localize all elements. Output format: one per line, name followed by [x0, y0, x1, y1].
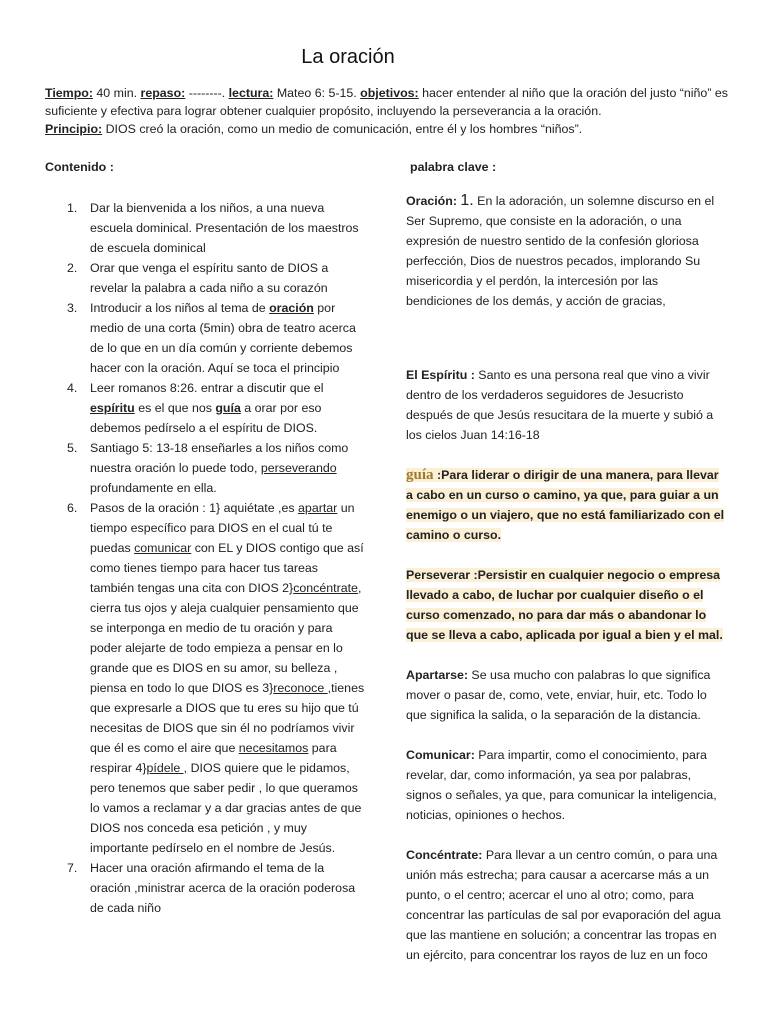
entry-number: 1. — [460, 192, 474, 209]
list-item — [45, 378, 365, 438]
list-item — [45, 298, 365, 378]
keyword-perseverando: perseverando — [260, 461, 337, 475]
item-text: para respirar 4} — [90, 741, 337, 775]
item-text: un tiempo específico para DIOS en el cual tú te puedas — [90, 501, 355, 555]
objetivos-label: objetivos: — [360, 86, 419, 100]
item-number: 5. — [67, 441, 78, 455]
entry-term: Oración: — [406, 194, 461, 208]
tiempo-value: 40 min. — [92, 86, 141, 100]
keyword-oracion: oración — [269, 301, 314, 315]
spacer — [406, 331, 726, 365]
item-number: 4. — [67, 381, 78, 395]
item-number: 6. — [67, 501, 78, 515]
entry-oracion — [406, 191, 726, 311]
entry-term: guía — [406, 467, 434, 483]
entry-apartarse — [406, 665, 726, 725]
entry-text: En la adoración, un solemne discurso en el Ser Supremo, que consiste en la adoración, o una expresión de nuestro sentido de la confesión gloriosa perfección, Dios de nuestros pecados, implorando Su misericordia y el perdón, la intercesión por las bendiciones de los demás, y acción de gracias, — [406, 194, 715, 308]
entry-concentrate — [406, 845, 726, 965]
principio-label: Principio: — [45, 122, 103, 136]
keyword-apartar: apartar — [298, 501, 338, 515]
item-text: Pasos de la oración : 1} aquiétate ,es — [90, 501, 299, 515]
keyword-reconoce: reconoce — [273, 681, 328, 695]
item-text: con EL y DIOS contigo que así como tienes tiempo para hacer tus tareas también tengas una cita con DIOS 2} — [90, 541, 364, 595]
keyword-comunicar: comunicar — [134, 541, 192, 555]
entry-espiritu — [406, 365, 726, 445]
keyword-concentrate: concéntrate — [293, 581, 358, 595]
entry-text: Santo es una persona real que vino a vivir dentro de los verdaderos seguidores de Jesucristo después de que Jesús resucitara de la muerte y subió a los cielos Juan 14:16-18 — [406, 368, 714, 442]
item-text: Leer romanos 8:26. entrar a discutir que el — [90, 381, 324, 395]
contenido-heading: Contenido : — [45, 160, 114, 174]
palabra-clave-column — [406, 157, 726, 985]
lectura-value: Mateo 6: 5-15. — [273, 86, 361, 100]
item-text: ,tienes que expresarle a DIOS que tu eres su hijo que tú necesitas de DIOS que sin él no podríamos vivir que él es como el aire que — [90, 681, 365, 755]
item-text: Dar la bienvenida a los niños, a una nueva escuela dominical. Presentación de los maestros de escuela dominical — [90, 201, 359, 255]
item-number: 1. — [67, 201, 78, 215]
entry-term: El Espíritu : — [406, 368, 475, 382]
list-item — [45, 258, 365, 298]
item-number: 3. — [67, 301, 78, 315]
contenido-column — [45, 157, 365, 918]
item-text: Santiago 5: 13-18 enseñarles a los niños como nuestra oración lo puede todo, — [90, 441, 349, 475]
item-number: 7. — [67, 861, 78, 875]
item-number: 2. — [67, 261, 78, 275]
item-text: DIOS quiere que le pidamos, pero tenemos que saber pedir , lo que queramos lo vamos a reclamar y a dar gracias antes de que DIOS nos conceda esa petición , y muy importante pedírselo en el nombre de Jesús. — [90, 761, 362, 855]
keyword-espiritu: espíritu — [90, 401, 135, 415]
repaso-label: repaso: — [140, 86, 186, 100]
entry-text: Se usa mucho con palabras lo que significa mover o pasar de, como, vete, enviar, huir, etc. Todo lo que significa la salida, o la separación de la distancia. — [406, 668, 711, 722]
item-text: por medio de una corta (5min) obra de teatro acerca de lo que en un día común y corriente debemos hacer con la oración. Aquí se toca el principio — [90, 301, 356, 375]
entry-guia — [406, 465, 726, 545]
entry-text: Para impartir, como el conocimiento, para revelar, dar, como información, ya sea por palabras, signos o señales, ya que, para comunicar la inteligencia, noticias, opiniones o hechos. — [406, 748, 717, 822]
entry-text: Para llevar a un centro común, o para una unión más estrecha; para causar a acercarse más a un punto, o el centro; acercar el uno al otro; como, para concentrar las partículas de sal por evaporación del agua que las mantiene en solución; a concentrar las tropas en un ejército, para concentrar los rayos de luz en un foco — [406, 848, 721, 962]
entry-term: Perseverar : — [406, 568, 478, 582]
item-text: es el que nos — [134, 401, 216, 415]
item-text: a orar por eso debemos pedírselo a el espíritu de DIOS. — [90, 401, 322, 435]
entry-comunicar — [406, 745, 726, 825]
principio-line — [45, 120, 735, 138]
list-item — [45, 858, 365, 918]
palabra-clave-heading: palabra clave : — [410, 160, 497, 174]
tiempo-label: Tiempo: — [45, 86, 93, 100]
lesson-meta-line — [45, 84, 735, 120]
keyword-guia: guía — [215, 401, 241, 415]
entry-perseverar — [406, 565, 726, 645]
list-item — [45, 198, 365, 258]
item-text: Orar que venga el espíritu santo de DIOS a revelar la palabra a cada niño a su corazón — [90, 261, 329, 295]
entry-text: :Para liderar o dirigir de una manera, para llevar a cabo en un curso o camino, ya que, para guiar a un enemigo o un viajero, que no está familiarizado con el camino o curso. — [406, 468, 725, 542]
entry-term: Concéntrate: — [406, 848, 483, 862]
entry-text: Persistir en cualquier negocio o empresa llevado a cabo, de luchar por cualquier diseño o el curso comenzado, no para dar más o abandonar lo que se lleva a cabo, aplicada por igual a bien y el mal. — [406, 568, 723, 642]
principio-value: DIOS creó la oración, como un medio de comunicación, entre él y los hombres “niños”. — [102, 122, 583, 136]
item-text: profundamente en ella. — [90, 481, 217, 495]
contenido-list — [45, 198, 365, 918]
entry-term: Comunicar: — [406, 748, 475, 762]
item-text: , cierra tus ojos y aleja cualquier pensamiento que se interponga en medio de tu oración y para poder alejarte de todo empieza a pensar en lo grande que es DIOS en su amor, su belleza , piensa en todo lo que DIOS es 3} — [90, 581, 362, 695]
item-text: Introducir a los niños al tema de — [90, 301, 270, 315]
item-text: Hacer una oración afirmando el tema de la oración ,ministrar acerca de la oración poderosa de cada niño — [90, 861, 356, 915]
page-title: La oración — [301, 46, 395, 68]
repaso-value: --------. — [185, 86, 229, 100]
list-item — [45, 438, 365, 498]
entry-term: Apartarse: — [406, 668, 468, 682]
objetivos-value: hacer entender al niño que la oración del justo “niño” es suficiente y efectiva para lograr obtener cualquier propósito, incluyendo la perseverancia a la oración. — [45, 86, 728, 118]
list-item — [45, 498, 365, 858]
keyword-pidele: pídele , — [146, 761, 188, 775]
keyword-necesitamos: necesitamos — [238, 741, 309, 755]
lesson-header — [45, 84, 735, 138]
lectura-label: lectura: — [228, 86, 274, 100]
